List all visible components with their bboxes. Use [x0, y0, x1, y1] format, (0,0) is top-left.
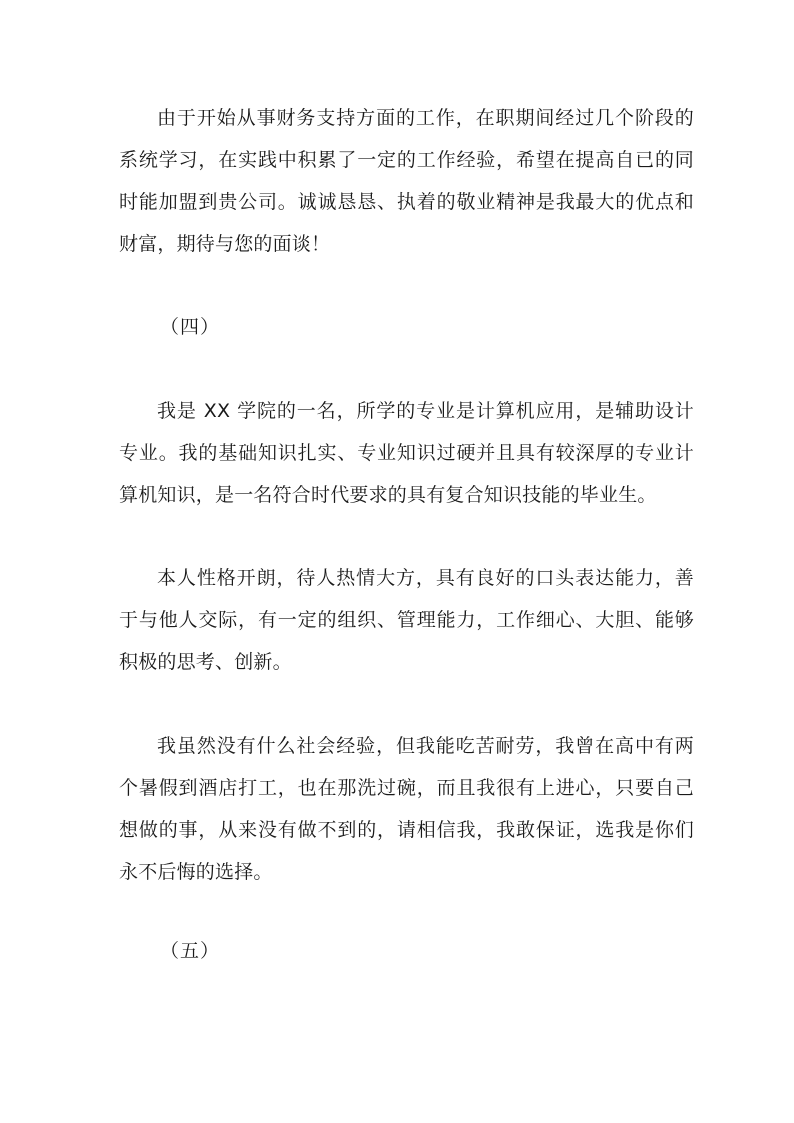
- paragraph-personality: 本人性格开朗，待人热情大方，具有良好的口头表达能力，善于与他人交际，有一定的组织、管理能力，工作细心、大胆、能够积极的思考、创新。: [119, 567, 694, 673]
- section-heading-four: （四）: [160, 316, 221, 338]
- paragraph-education: 我是 XX 学院的一名，所学的专业是计算机应用，是辅助设计专业。我的基础知识扎实、专业知识过硬并且具有较深厚的专业计算机知识，是一名符合时代要求的具有复合知识技能的毕业生。: [119, 400, 694, 506]
- paragraph-work-attitude: 我虽然没有什么社会经验，但我能吃苦耐劳，我曾在高中有两个暑假到酒店打工，也在那洗过碗，而且我很有上进心，只要自己想做的事，从来没有做不到的，请相信我，我敢保证，选我是你们永不后悔的选择。: [119, 735, 694, 883]
- paragraph-finance-experience: 由于开始从事财务支持方面的工作，在职期间经过几个阶段的系统学习，在实践中积累了一定的工作经验，希望在提高自已的同时能加盟到贵公司。诚诚恳恳、执着的敬业精神是我最大的优点和财富，期待与您的面谈！: [119, 107, 694, 255]
- section-heading-five: （五）: [160, 940, 221, 962]
